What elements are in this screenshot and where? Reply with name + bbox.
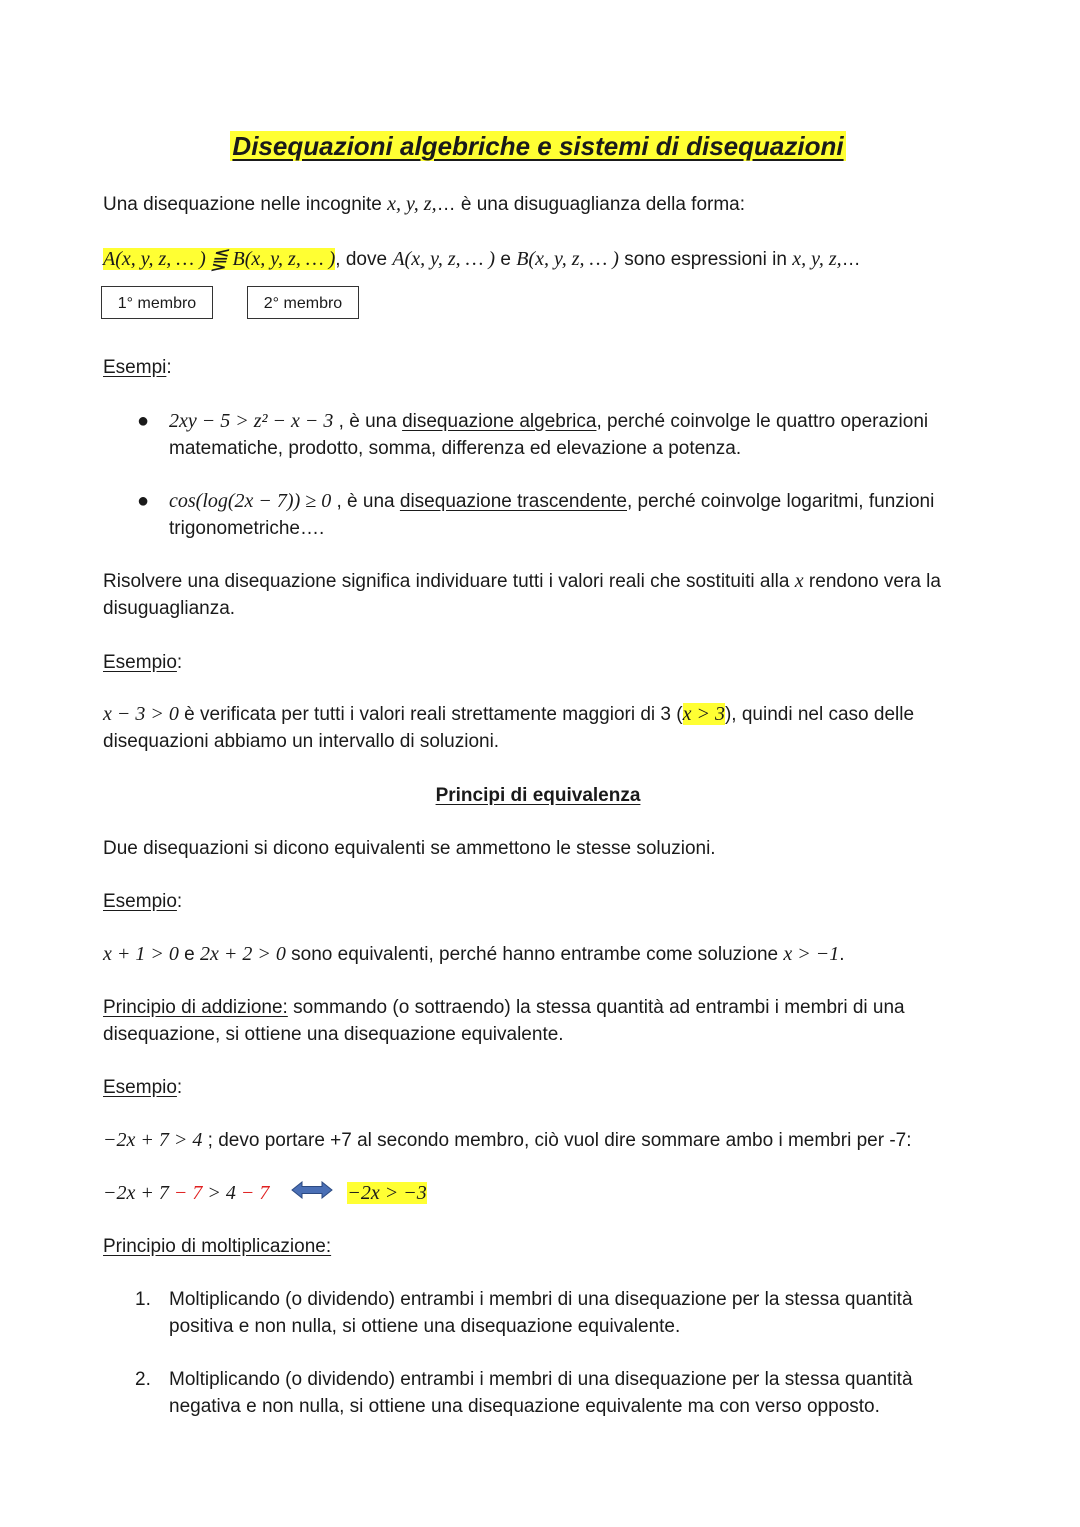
example-3-result: [103, 1180, 973, 1207]
bullet-1-term: disequazione algebrica: [402, 411, 597, 432]
example-1-formula: x − 3 > 0: [103, 703, 179, 725]
bullet-item-1: [169, 408, 969, 462]
example-2-e: e: [178, 944, 200, 965]
bullet-2-formula: cos(log(2x − 7)) ≥ 0: [169, 490, 332, 512]
multiplication-label-text: Principio di moltiplicazione:: [103, 1236, 332, 1257]
section-heading-text: Principi di equivalenza: [435, 785, 641, 806]
example-heading-text: Esempio: [103, 1077, 177, 1098]
intro-paragraph: [103, 191, 973, 218]
example-1-highlight: x > 3: [682, 703, 725, 725]
example-heading-2: [103, 888, 973, 915]
intro-vars: x, y, z,: [387, 193, 437, 215]
form-dove: , dove: [335, 249, 393, 270]
bullet-2-term: disequazione trascendente: [399, 491, 627, 512]
example-1-text: è verificata per tutti i valori reali strettamente maggiori di 3 (: [178, 704, 683, 725]
addition-principle: [103, 994, 973, 1048]
form-a-expr: A(x, y, z, … ): [392, 248, 496, 270]
example-3-text: ; devo portare +7 al secondo membro, ciò vuol dire sommare ambo i membri per -7:: [202, 1130, 912, 1151]
bullet-1-text: , è una: [333, 411, 403, 432]
example-2-end: .: [839, 944, 845, 965]
result-lhs: −2x + 7: [103, 1182, 174, 1204]
solve-text-after: rendono vera la disuguaglianza.: [103, 571, 941, 619]
example-2-formula-2: 2x + 2 > 0: [200, 943, 286, 965]
list-number: 2.: [135, 1369, 151, 1390]
result-red-2: − 7: [240, 1182, 270, 1204]
example-3: [103, 1127, 973, 1154]
form-line: [103, 246, 973, 273]
example-1: [103, 701, 973, 755]
intro-text: Una disequazione nelle incognite: [103, 194, 388, 215]
double-arrow-icon: [291, 1180, 333, 1207]
page-title: Disequazioni algebriche e sistemi di disequazioni: [232, 131, 844, 161]
equiv-definition: Due disequazioni si dicono equivalenti se ammettono le stesse soluzioni.: [103, 838, 716, 859]
bullet-2-text: , è una: [331, 491, 400, 512]
page-title-wrap: [103, 128, 973, 164]
bullet-1-text-2: , perché coinvolge le quattro operazioni matematiche, prodotto, somma, differenza ed elevazione a potenza.: [169, 411, 929, 459]
example-2-formula-3: x > −1: [783, 943, 840, 965]
example-2: [103, 941, 973, 968]
example-3-formula: −2x + 7 > 4: [103, 1129, 203, 1151]
examples-heading-text: Esempi: [103, 357, 167, 378]
solve-text: Risolvere una disequazione significa individuare tutti i valori reali che sostituiti alla: [103, 571, 795, 592]
bullet-2-text-2: , perché coinvolge logaritmi, funzioni trigonometriche….: [169, 491, 935, 539]
solve-var: x: [794, 570, 804, 592]
example-2-formula-1: x + 1 > 0: [103, 943, 179, 965]
multiplication-principle-label: [103, 1233, 973, 1260]
intro-text-after: … è una disuguaglianza della forma:: [436, 194, 746, 215]
form-tail-end: …: [841, 249, 861, 270]
result-mid: > 4: [202, 1182, 241, 1204]
example-heading-text: Esempio: [103, 652, 177, 673]
example-heading-3: [103, 1074, 973, 1101]
addition-principle-label: Principio di addizione:: [103, 997, 288, 1018]
colon: :: [176, 891, 183, 912]
example-heading-text: Esempio: [103, 891, 177, 912]
form-tail: sono espressioni in: [618, 249, 793, 270]
form-e: e: [495, 249, 517, 270]
colon: :: [176, 652, 183, 673]
colon: :: [176, 1077, 183, 1098]
list-number: 1.: [135, 1289, 151, 1310]
addition-principle-text: sommando (o sottraendo) la stessa quantità ad entrambi i membri di una disequazione, si ottiene una disequazione equivalente.: [103, 997, 905, 1045]
bullet-1-formula: 2xy − 5 > z² − x − 3: [169, 410, 334, 432]
examples-heading: [103, 354, 973, 381]
bullet-item-2: [169, 488, 969, 542]
second-member-box: 2° membro: [247, 286, 359, 319]
example-heading-1: [103, 649, 973, 676]
form-tail-vars: x, y, z,: [792, 248, 842, 270]
list-item: Moltiplicando (o dividendo) entrambi i membri di una disequazione per la stessa quantità negativa e non nulla, si ottiene una disequazione equivalente ma con verso opposto.: [169, 1369, 913, 1417]
example-2-text: sono equivalenti, perché hanno entrambe come soluzione: [285, 944, 784, 965]
result-highlight: −2x > −3: [347, 1182, 427, 1204]
first-member-box: 1° membro: [101, 286, 213, 319]
form-b-expr: B(x, y, z, … ): [516, 248, 619, 270]
list-item: Moltiplicando (o dividendo) entrambi i membri di una disequazione per la stessa quantità positiva e non nulla, si ottiene una disequazione equivalente.: [169, 1289, 913, 1337]
bullet-icon: ●: [137, 490, 150, 512]
result-red-1: − 7: [173, 1182, 203, 1204]
solve-paragraph: [103, 568, 973, 622]
section-heading: [103, 782, 973, 809]
colon: :: [166, 357, 172, 378]
general-form-formula: A(x, y, z, … ) ⪋ B(x, y, z, … ): [103, 248, 336, 270]
bullet-icon: ●: [137, 410, 150, 432]
example-1-text-2: ), quindi nel caso delle disequazioni abbiamo un intervallo di soluzioni.: [103, 704, 915, 752]
